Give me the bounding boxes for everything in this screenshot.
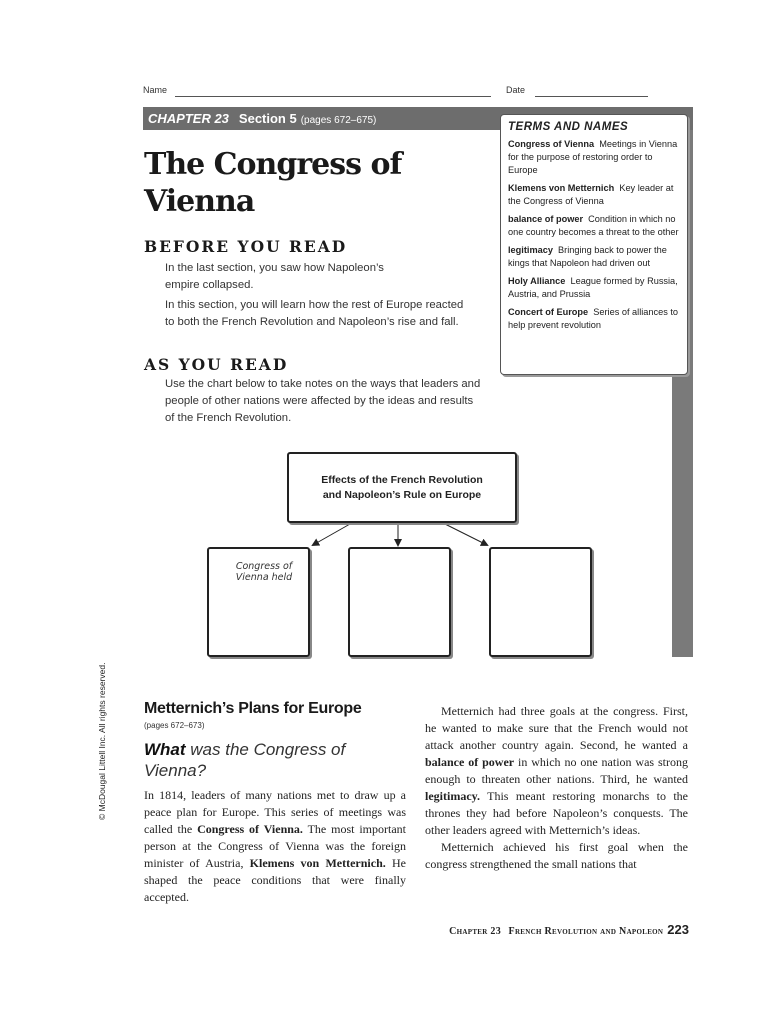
name-field[interactable] [175, 96, 491, 97]
key-term: balance of power [425, 755, 515, 769]
article-left-column [144, 787, 406, 906]
handwritten-note [229, 561, 299, 583]
before-you-read-text [165, 260, 465, 331]
term-definition: Key leader at the Congress of Vienna [508, 183, 674, 206]
terms-heading: TERMS AND NAMES [508, 121, 629, 133]
paragraph: In this section, you will learn how the rest of Europe reacted to both the French Revolution and Napoleon’s rise and fall. [165, 299, 464, 328]
key-term: Klemens von Metternich. [249, 856, 386, 870]
term-item [508, 138, 681, 177]
term-item [508, 275, 681, 301]
name-label: Name [143, 85, 168, 95]
article-heading: Metternich’s Plans for Europe [144, 700, 362, 717]
page-footer [400, 922, 689, 937]
as-you-read-heading: AS YOU READ [144, 355, 289, 374]
term-name: Congress of Vienna [508, 139, 595, 149]
text-run: Metternich had three goals at the congress. First, he wanted to make sure that the French would not attack another country again. Second, he wanted a [425, 704, 688, 752]
paragraph [144, 787, 406, 906]
term-item [508, 182, 681, 208]
term-name: Holy Alliance [508, 276, 566, 286]
term-item [508, 244, 681, 270]
page-number: 223 [667, 922, 689, 937]
term-definition: Condition in which no one country becomes a threat to the other [508, 214, 679, 237]
diagram-answer-box-1[interactable] [207, 547, 310, 657]
term-definition: Meetings in Vienna for the purpose of restoring order to Europe [508, 139, 678, 175]
key-term: Congress of Vienna. [197, 822, 303, 836]
arrow-right [445, 524, 487, 545]
term-name: legitimacy [508, 245, 553, 255]
text-run: This meant restoring monarchs to the thrones they had before Napoleon’s conquests. The other leaders agreed with Metternich’s ideas. [425, 789, 688, 837]
chapter-label: CHAPTER 23 [148, 111, 229, 126]
footer-title: French Revolution and Napoleon [508, 926, 664, 937]
date-label: Date [506, 85, 526, 95]
term-name: Concert of Europe [508, 307, 589, 317]
section-pages: (pages 672–675) [300, 115, 377, 126]
diagram-answer-box-3[interactable] [489, 547, 592, 657]
term-definition: Series of alliances to help prevent revolution [508, 307, 679, 330]
title-line: The Congress of [144, 147, 402, 182]
name-date-row [143, 85, 648, 99]
text-run: The most important person at the Congress of Vienna was the foreign minister of Austria, [144, 822, 406, 870]
diagram-main-line: Effects of the French Revolution [321, 473, 483, 486]
paragraph: In the last section, you saw how Napoleon’s empire collapsed. [165, 262, 384, 291]
terms-and-names-box [500, 114, 688, 375]
article-right-column [425, 703, 688, 873]
section-label: Section 5 [238, 111, 297, 126]
key-term: legitimacy. [425, 789, 480, 803]
term-definition: Bringing back to power the kings that Napoleon had driven out [508, 245, 667, 268]
paragraph: Metternich achieved his first goal when the congress strengthened the small nations that [425, 840, 688, 871]
diagram-main-line: and Napoleon’s Rule on Europe [322, 488, 482, 501]
diagram-main-box [287, 452, 517, 523]
guiding-question [144, 739, 404, 781]
copyright-notice: © McDougal Littell Inc. All rights reserved. [97, 662, 107, 820]
paragraph [425, 703, 688, 839]
page-title [144, 146, 484, 220]
question-word: What [144, 740, 186, 759]
term-name: balance of power [508, 214, 584, 224]
note-line: Congress of [235, 561, 293, 572]
note-line: Vienna held [235, 572, 293, 583]
term-item [508, 213, 681, 239]
term-definition: League formed by Russia, Austria, and Prussia [508, 276, 678, 299]
article-pages: (pages 672–673) [144, 721, 205, 730]
text-run: In 1814, leaders of many nations met to draw up a peace plan for Europe. This series of meetings was called the [144, 788, 406, 836]
title-line: Vienna [144, 184, 255, 219]
term-item [508, 306, 681, 332]
text-run: He shaped the peace conditions that were finally accepted. [144, 856, 406, 904]
as-you-read-text: Use the chart below to take notes on the ways that leaders and people of other nations were affected by the ideas and results of the French Revolution. [165, 378, 481, 424]
date-field[interactable] [535, 96, 648, 97]
footer-chapter: Chapter 23 [449, 926, 502, 937]
question-rest: was the Congress of Vienna? [144, 740, 346, 780]
before-you-read-heading: BEFORE YOU READ [144, 237, 348, 256]
diagram-answer-box-2[interactable] [348, 547, 451, 657]
text-run: in which no one nation was strong enough to threaten other nations. Third, he wanted [425, 755, 688, 786]
effects-diagram [205, 452, 595, 662]
arrow-left [313, 524, 350, 545]
term-name: Klemens von Metternich [508, 183, 615, 193]
